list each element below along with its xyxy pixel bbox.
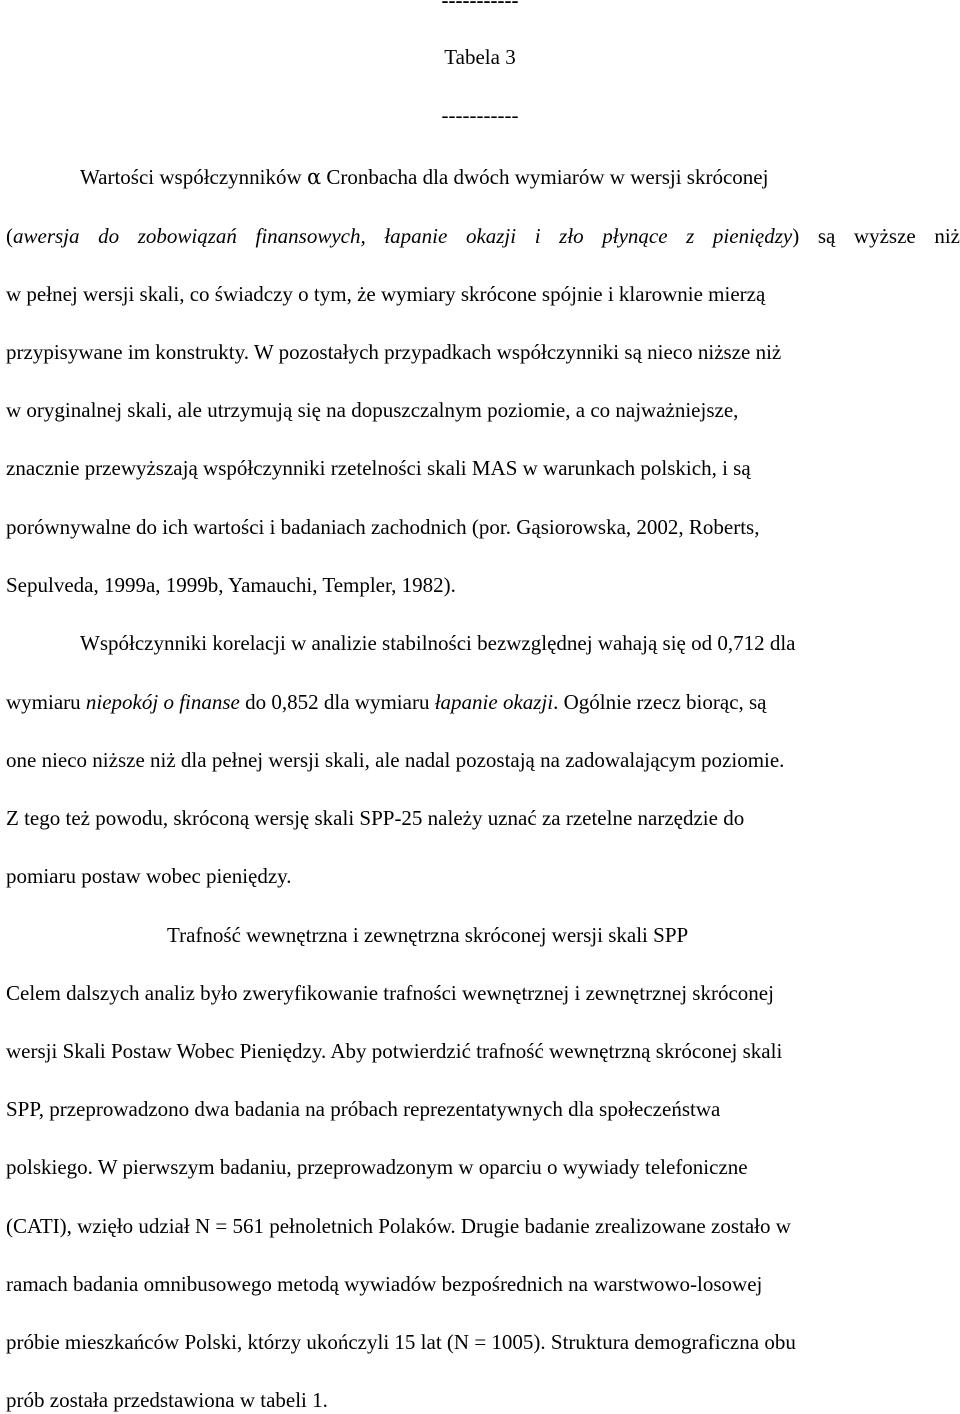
para1-text: ( — [6, 224, 13, 248]
para2-line1: Współczynniki korelacji w analizie stabilności bezwzględnej wahają się od 0,712 dla — [80, 631, 796, 655]
para2-text: wymiaru — [6, 690, 86, 714]
para3-line7: próbie mieszkańców Polski, którzy ukończyli 15 lat (N = 1005). Struktura demograficzna obu — [6, 1330, 796, 1354]
para1-line2 — [6, 226, 960, 247]
separator-bottom: ----------- — [441, 103, 519, 127]
para1-line7: porównywalne do ich wartości i badaniach zachodnich (por. Gąsiorowska, 2002, Roberts, — [6, 515, 760, 539]
para2-line4: Z tego też powodu, skróconą wersję skali SPP-25 należy uznać za rzetelne narzędzie do — [6, 806, 745, 830]
table-caption: Tabela 3 — [444, 45, 516, 69]
para2-italic-text: niepokój o finanse — [85, 690, 240, 714]
para2-line2 — [6, 692, 960, 713]
para3-line4: polskiego. W pierwszym badaniu, przeprowadzonym w oparciu o wywiady telefoniczne — [6, 1155, 748, 1179]
para3-line8: prób została przedstawiona w tabeli 1. — [6, 1388, 328, 1412]
section-heading: Trafność wewnętrzna i zewnętrzna skróconej wersji skali SPP — [167, 923, 689, 947]
para3-line3: SPP, przeprowadzono dwa badania na próbach reprezentatywnych dla społeczeństwa — [6, 1097, 721, 1121]
para1-line4: przypisywane im konstrukty. W pozostałych przypadkach współczynniki są nieco niższe niż — [6, 340, 782, 364]
para1-text: ) są wyższe niż — [792, 224, 960, 248]
para2-text: . Ogólnie rzecz biorąc, są — [553, 690, 767, 714]
para1-line1 — [80, 167, 960, 188]
para3-line5: (CATI), wzięło udział N = 561 pełnoletnich Polaków. Drugie badanie zrealizowane zostało w — [6, 1214, 791, 1238]
para1-italic-text: awersja do zobowiązań finansowych, łapanie okazji i zło płynące z pieniędzy — [13, 224, 793, 248]
para3-line1: Celem dalszych analiz było zweryfikowanie trafności wewnętrznej i zewnętrznej skróconej — [6, 981, 774, 1005]
para3-line6: ramach badania omnibusowego metodą wywiadów bezpośrednich na warstwowo-losowej — [6, 1272, 763, 1296]
para1-line6: znacznie przewyższają współczynniki rzetelności skali MAS w warunkach polskich, i są — [6, 456, 751, 480]
para2-line5: pomiaru postaw wobec pieniędzy. — [6, 864, 292, 888]
alpha-symbol: α — [306, 165, 322, 189]
para2-text: do 0,852 dla wymiaru — [239, 690, 435, 714]
para1-text: Wartości współczynników — [80, 165, 307, 189]
para1-line8: Sepulveda, 1999a, 1999b, Yamauchi, Templer, 1982). — [6, 573, 456, 597]
separator-top: ----------- — [441, 0, 519, 12]
para1-line5: w oryginalnej skali, ale utrzymują się na dopuszczalnym poziomie, a co najważniejsze, — [6, 398, 739, 422]
para1-line3: w pełnej wersji skali, co świadczy o tym, że wymiary skrócone spójnie i klarownie mierzą — [6, 282, 766, 306]
para1-text: Cronbacha dla dwóch wymiarów w wersji skróconej — [321, 165, 769, 189]
para2-line3: one nieco niższe niż dla pełnej wersji skali, ale nadal pozostają na zadowalającym poziomie. — [6, 748, 785, 772]
para3-line2: wersji Skali Postaw Wobec Pieniędzy. Aby potwierdzić trafność wewnętrzną skróconej skali — [6, 1039, 783, 1063]
para2-italic-text: łapanie okazji — [434, 690, 554, 714]
